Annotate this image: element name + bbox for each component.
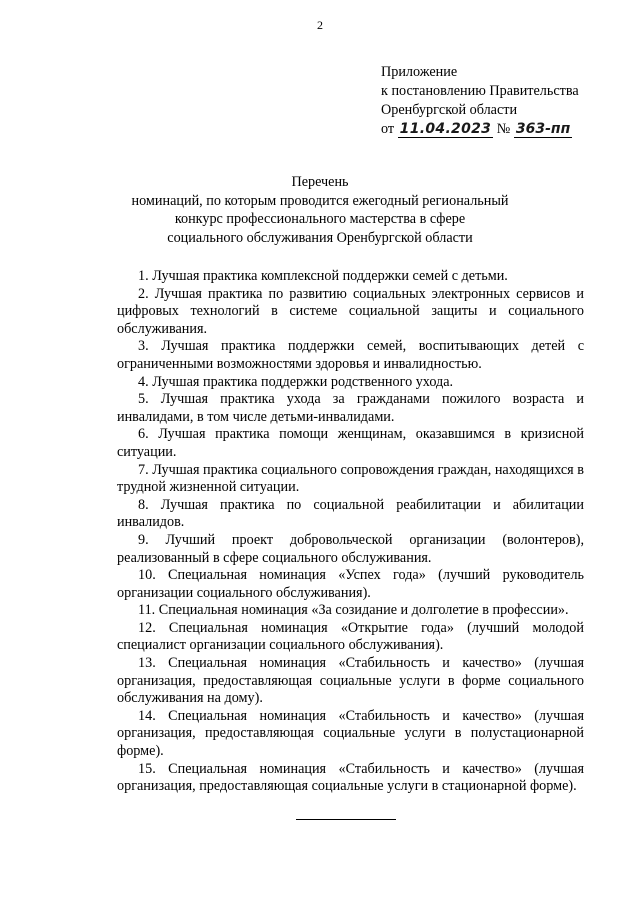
list-item: 12. Специальная номинация «Открытие года» (лучший молодой специалист организации социального обслуживания).: [117, 619, 584, 654]
number-label: №: [496, 121, 511, 137]
list-item: 13. Специальная номинация «Стабильность и качество» (лучшая организация, предоставляющая социальные услуги в форме социального обслуживания на дому).: [117, 655, 584, 707]
from-label: от: [381, 121, 395, 137]
list-item: 7. Лучшая практика социального сопровождения граждан, находящихся в трудной жизненной ситуации.: [117, 461, 584, 496]
list-item: 15. Специальная номинация «Стабильность и качество» (лучшая организация, предоставляющая социальные услуги в стационарной форме).: [117, 760, 584, 795]
heading-title: Перечень: [291, 174, 349, 190]
list-item: 14. Специальная номинация «Стабильность и качество» (лучшая организация, предоставляющая социальные услуги в полустационарной форме).: [117, 707, 584, 760]
appendix-line-3: Оренбургской области: [381, 102, 518, 118]
handwritten-date: 11.04.2023: [399, 121, 492, 137]
page-number: 2: [317, 18, 323, 32]
list-item: 9. Лучший проект добровольческой организации (волонтеров), реализованный в сфере социального обслуживания.: [117, 531, 584, 566]
list-item: 6. Лучшая практика помощи женщинам, оказавшимся в кризисной ситуации.: [117, 426, 584, 460]
appendix-line-2: к постановлению Правительства: [381, 83, 579, 99]
list-item: 2. Лучшая практика по развитию социальных электронных сервисов и цифровых технологий в системе социальной защиты и социального обслуживания.: [117, 285, 584, 337]
end-rule: [296, 819, 396, 820]
list-item: 11. Специальная номинация «За созидание и долголетие в профессии».: [138, 602, 569, 619]
heading-line-2: конкурс профессионального мастерства в сфере: [174, 211, 466, 227]
heading-line-1: номинаций, по которым проводится ежегодный региональный: [131, 192, 509, 209]
document-heading: [0, 173, 640, 247]
appendix-date-line: [381, 120, 579, 139]
appendix-title: Приложение: [381, 64, 458, 80]
list-item: 5. Лучшая практика ухода за гражданами пожилого возраста и инвалидами, в том числе детьми-инвалидами.: [117, 391, 584, 425]
list-item: 1. Лучшая практика комплексной поддержки семей с детьми.: [138, 268, 508, 284]
list-item: 10. Специальная номинация «Успех года» (лучший руководитель организации социального обслуживания).: [117, 567, 584, 601]
list-item: 4. Лучшая практика поддержки родственного ухода.: [138, 373, 454, 390]
nominations-list: [117, 268, 584, 796]
list-item: 3. Лучшая практика поддержки семей, воспитывающих детей с ограниченными возможностями здоровья и инвалидностью.: [117, 338, 584, 372]
appendix-block: [381, 63, 579, 139]
handwritten-number: 363-пп: [515, 121, 571, 137]
list-item: 8. Лучшая практика по социальной реабилитации и абилитации инвалидов.: [117, 496, 584, 531]
heading-line-3: социального обслуживания Оренбургской области: [167, 229, 473, 246]
